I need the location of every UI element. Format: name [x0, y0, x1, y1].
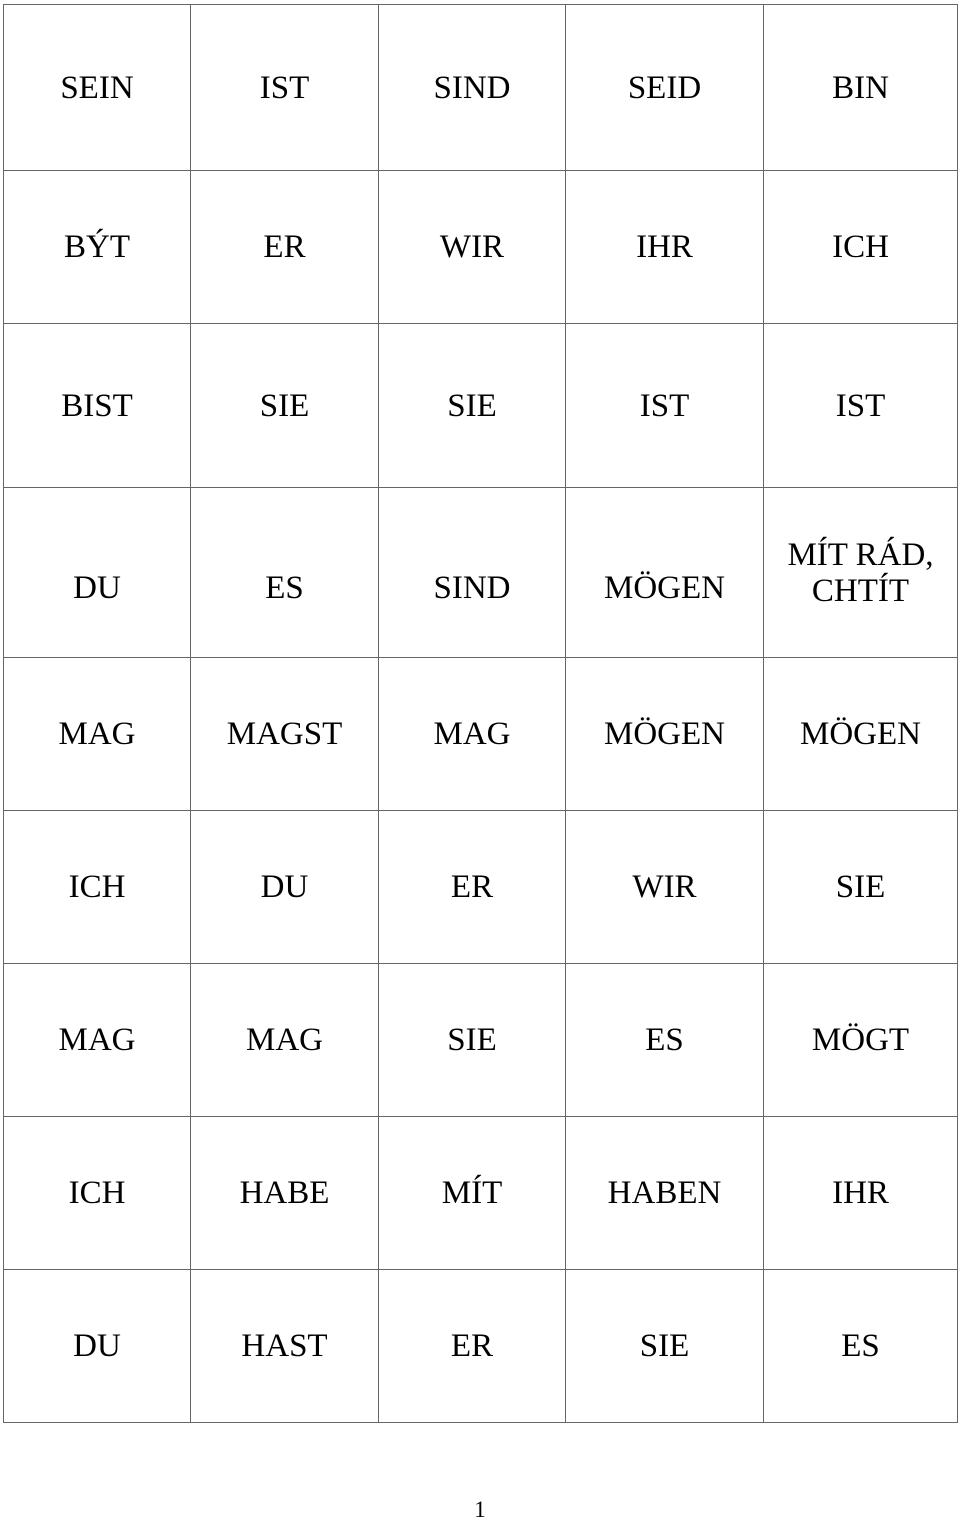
page-number: 1 — [474, 1497, 486, 1522]
word-card: ER — [191, 171, 379, 324]
word-card: IHR — [764, 1117, 958, 1270]
word-card: MÖGEN — [764, 658, 958, 811]
word-card: SIE — [191, 324, 379, 488]
word-card: ES — [764, 1270, 958, 1423]
word-card: IHR — [566, 171, 764, 324]
word-card: DU — [191, 811, 379, 964]
word-card: ES — [191, 488, 379, 658]
word-card: DU — [4, 1270, 191, 1423]
word-card: HABE — [191, 1117, 379, 1270]
word-card: MAG — [191, 964, 379, 1117]
word-card: MÖGT — [764, 964, 958, 1117]
word-card: SIND — [379, 488, 566, 658]
grid-row-3 — [4, 324, 958, 488]
word-card: ER — [379, 1270, 566, 1423]
word-card: SEID — [566, 5, 764, 171]
word-card: SIE — [566, 1270, 764, 1423]
word-card: HAST — [191, 1270, 379, 1423]
word-card: MÍT RÁD, CHTÍT — [764, 488, 958, 658]
word-card: ICH — [4, 811, 191, 964]
word-card: SIE — [379, 964, 566, 1117]
grid-row-2 — [4, 171, 958, 324]
word-card: BIST — [4, 324, 191, 488]
word-card: SEIN — [4, 5, 191, 171]
word-card: WIR — [566, 811, 764, 964]
word-card: BIN — [764, 5, 958, 171]
word-card: IST — [566, 324, 764, 488]
word-card: ICH — [4, 1117, 191, 1270]
grid-row-5 — [4, 658, 958, 811]
grid-row-4 — [4, 488, 958, 658]
word-card: DU — [4, 488, 191, 658]
word-card: MAG — [379, 658, 566, 811]
word-card: ER — [379, 811, 566, 964]
word-card: ES — [566, 964, 764, 1117]
grid-row-8 — [4, 1117, 958, 1270]
grid-row-6 — [4, 811, 958, 964]
word-card: ICH — [764, 171, 958, 324]
grid-row-9 — [4, 1270, 958, 1423]
word-card: BÝT — [4, 171, 191, 324]
word-card: MÖGEN — [566, 488, 764, 658]
grid-row-1 — [4, 5, 958, 171]
word-card: WIR — [379, 171, 566, 324]
word-card: MÍT — [379, 1117, 566, 1270]
word-card: SIE — [379, 324, 566, 488]
word-card: IST — [764, 324, 958, 488]
word-card: IST — [191, 5, 379, 171]
word-card: MAGST — [191, 658, 379, 811]
word-card: MÖGEN — [566, 658, 764, 811]
word-card: MAG — [4, 658, 191, 811]
word-card: HABEN — [566, 1117, 764, 1270]
word-card: MAG — [4, 964, 191, 1117]
grid-row-7 — [4, 964, 958, 1117]
word-card: SIE — [764, 811, 958, 964]
word-card: SIND — [379, 5, 566, 171]
word-card-grid — [3, 4, 958, 1423]
